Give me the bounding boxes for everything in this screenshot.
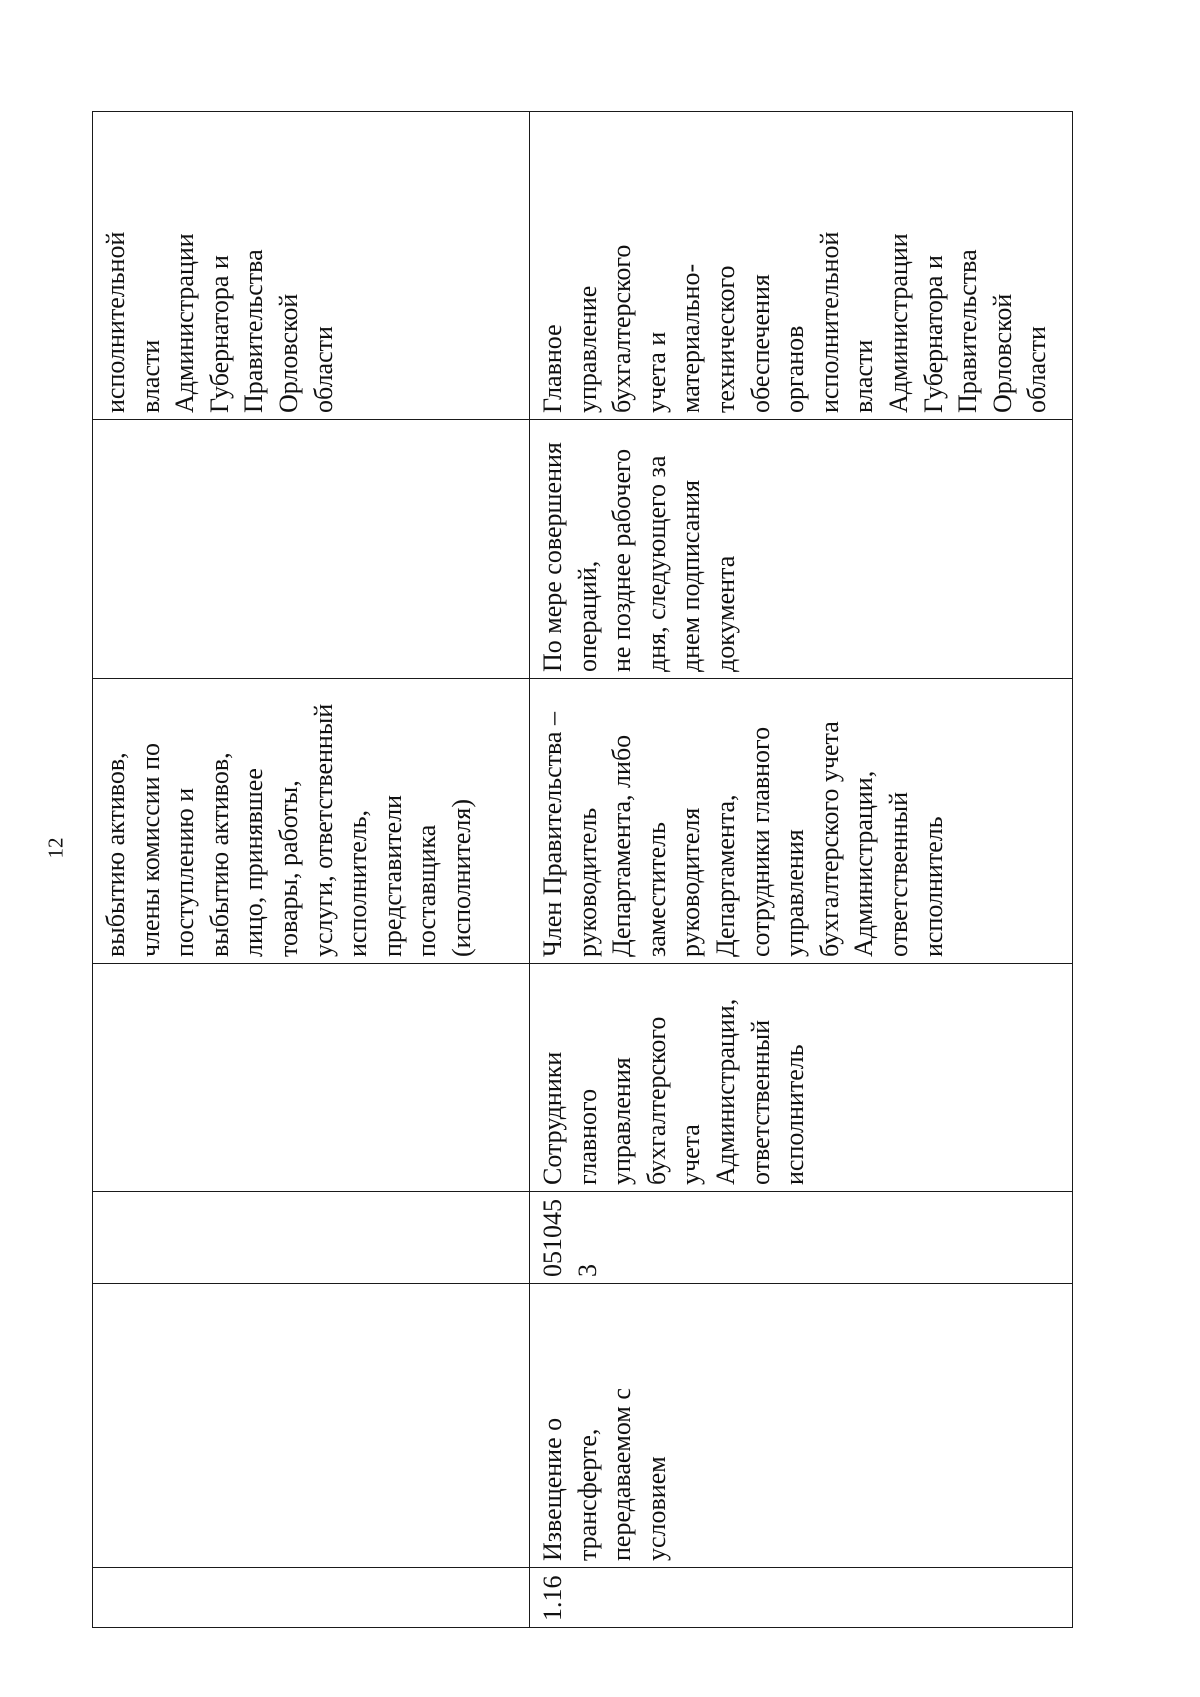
cell-recipient: Главное управление бухгалтерского учета и материально- технического обеспечения органов исполнительной власти Администрации Губернатора и Правительства Орловской области — [530, 112, 1073, 420]
cell-num — [93, 1568, 530, 1628]
cell-deadline — [93, 420, 530, 679]
cell-form-code — [93, 1192, 530, 1284]
document-table — [92, 111, 1073, 1628]
table-row — [530, 112, 1073, 1628]
rotated-table — [92, 112, 1058, 1628]
cell-signed-by: Член Правительства – руководитель Департамента, либо заместитель руководителя Департамента, сотрудники главного управления бухгалтерского учета Администрации, ответственный исполнитель — [530, 679, 1073, 964]
cell-form-code: 0510453 — [530, 1192, 1073, 1284]
cell-deadline: По мере совершения операций, не позднее рабочего дня, следующего за днем подписания документа — [530, 420, 1073, 679]
cell-recipient: исполнительной власти Администрации Губернатора и Правительства Орловской области — [93, 112, 530, 420]
table-row — [93, 112, 530, 1628]
cell-signed-by: выбытию активов, члены комиссии по поступлению и выбытию активов, лицо, принявшее товары, работы, услуги, ответственный исполнитель, представители поставщика (исполнителя) — [93, 679, 530, 964]
cell-prepared-by — [93, 964, 530, 1192]
cell-prepared-by: Сотрудники главного управления бухгалтерского учета Администрации, ответственный исполнитель — [530, 964, 1073, 1192]
cell-num: 1.16 — [530, 1568, 1073, 1628]
rotated-table-frame — [92, 112, 1058, 1628]
cell-doc-name — [93, 1284, 530, 1568]
cell-doc-name: Извещение о трансферте, передаваемом с условием — [530, 1284, 1073, 1568]
page-number: 12 — [43, 837, 68, 859]
